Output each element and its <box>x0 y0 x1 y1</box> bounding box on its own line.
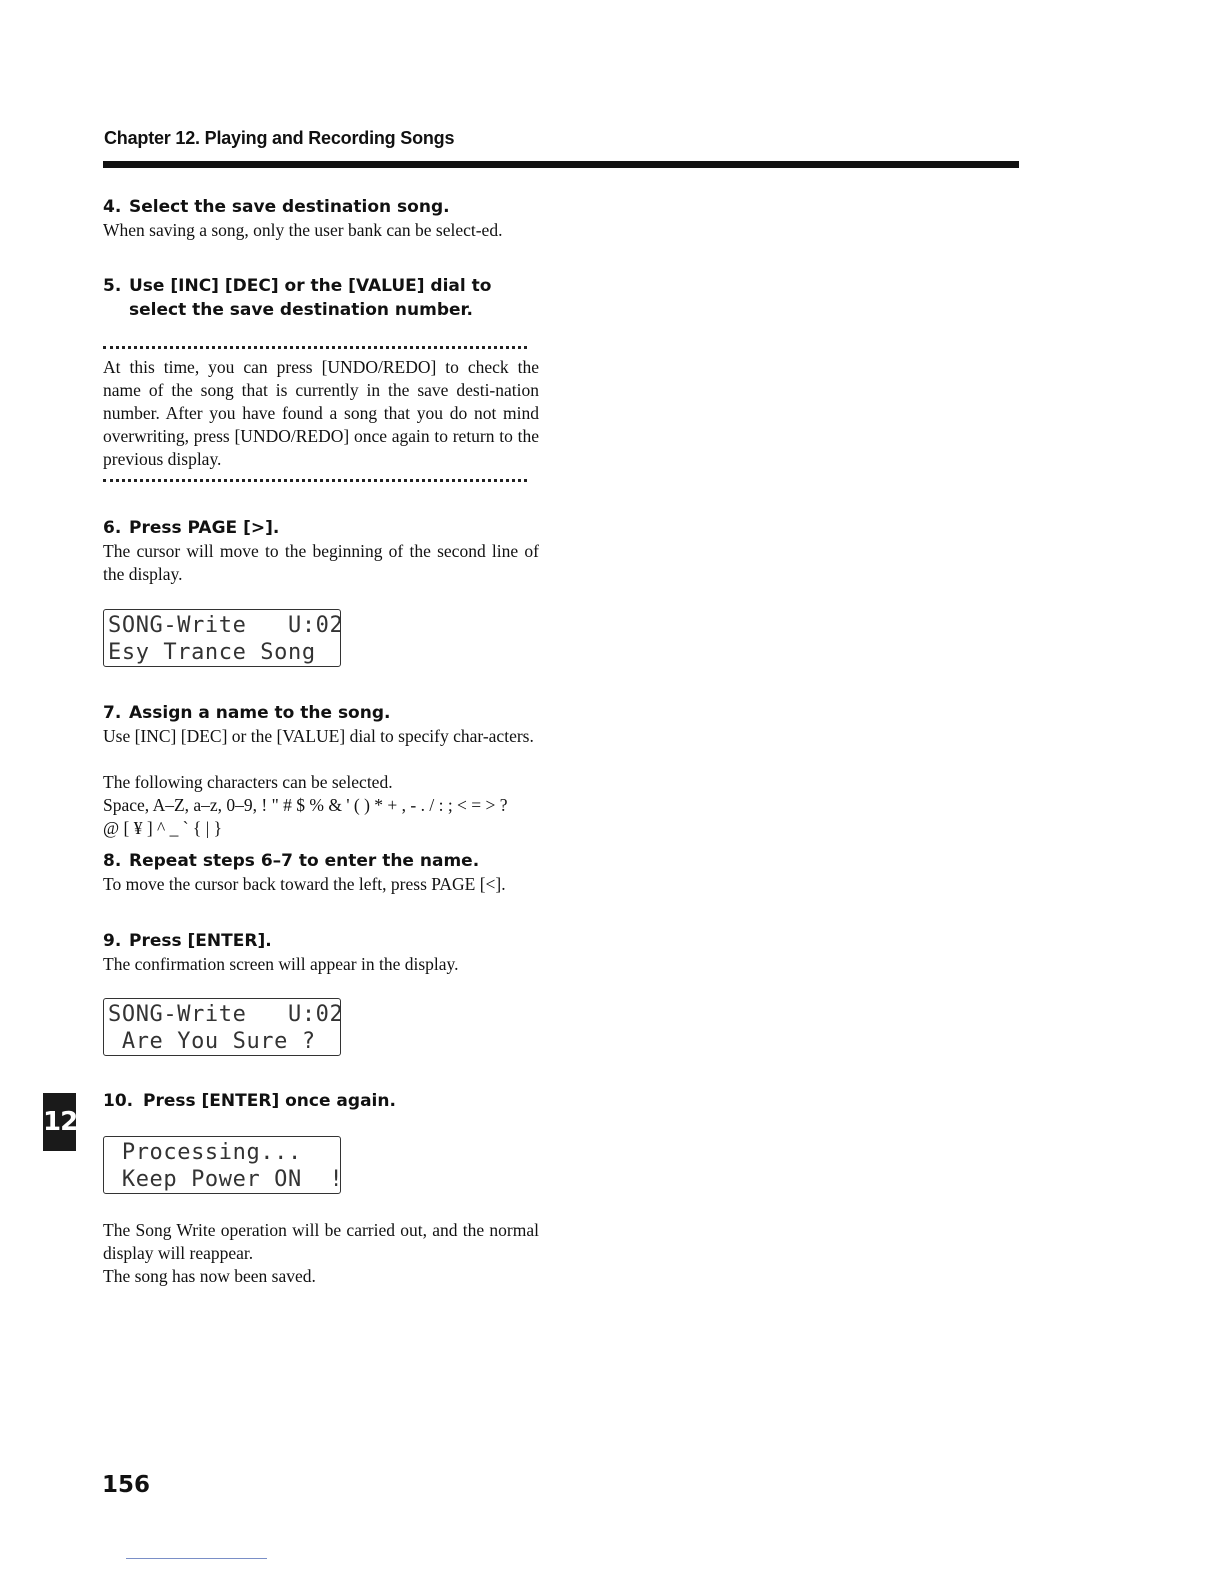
note-bottom-rule <box>103 479 527 482</box>
lcd-line-1: Processing... <box>108 1140 302 1165</box>
lcd-display-processing <box>103 1136 344 1194</box>
lcd-line-1: SONG-Write U:02 <box>108 1002 344 1027</box>
step-5-number: 5. <box>103 276 122 296</box>
final-body-1: The Song Write operation will be carried out, and the normal display will reappear. <box>103 1220 539 1263</box>
lcd-display-confirm <box>103 998 344 1056</box>
step-7-chars-line-2: @ [ ¥ ] ^ _ ` { | } <box>103 818 222 838</box>
step-6-title: Press PAGE [>]. <box>129 518 280 538</box>
step-4-title: Select the save destination song. <box>129 197 450 217</box>
step-6-heading <box>103 516 543 540</box>
lcd-line-2: Keep Power ON ! <box>108 1167 344 1192</box>
step-9-number: 9. <box>103 931 122 951</box>
step-10-title: Press [ENTER] once again. <box>143 1091 396 1111</box>
chapter-header: Chapter 12. Playing and Recording Songs <box>104 128 455 148</box>
step-10-number: 10. <box>103 1091 134 1111</box>
step-7-title: Assign a name to the song. <box>129 703 391 723</box>
step-7-chars-intro: The following characters can be selected. <box>103 772 393 792</box>
step-10-heading <box>103 1089 543 1113</box>
step-8-number: 8. <box>103 851 122 871</box>
step-7-chars-line-1: Space, A–Z, a–z, 0–9, ! " # $ % & ' ( ) * + , - . / : ; < = > ? <box>103 795 508 815</box>
step-8-body: To move the cursor back toward the left, press PAGE [<]. <box>103 874 506 894</box>
step-4-body: When saving a song, only the user bank can be select-ed. <box>103 220 503 240</box>
lcd-display-song-name <box>103 609 344 667</box>
note-top-rule <box>103 346 527 349</box>
step-7-heading <box>103 701 543 725</box>
step-5-title: Use [INC] [DEC] or the [VALUE] dial to select the save destination number. <box>129 276 492 320</box>
step-4-number: 4. <box>103 197 122 217</box>
page-number: 156 <box>102 1472 151 1498</box>
step-8-heading <box>103 849 543 873</box>
bottom-edge-line <box>126 1558 267 1559</box>
step-6-body: The cursor will move to the beginning of the second line of the display. <box>103 541 539 584</box>
note-text: At this time, you can press [UNDO/REDO] to check the name of the song that is currently in the save desti-nation number. After you have found a song that you do not mind overwriting, press [UNDO/REDO] once again to return to the previous display. <box>103 357 539 469</box>
step-9-body: The confirmation screen will appear in the display. <box>103 954 459 974</box>
step-9-heading <box>103 929 543 953</box>
lcd-line-2: Esy Trance Song <box>108 640 316 665</box>
header-rule <box>103 161 1019 168</box>
step-7-body: Use [INC] [DEC] or the [VALUE] dial to specify char-acters. <box>103 726 534 746</box>
step-7-number: 7. <box>103 703 122 723</box>
step-4-heading <box>103 195 543 219</box>
lcd-line-2: Are You Sure ? <box>108 1029 316 1054</box>
lcd-line-1: SONG-Write U:02 <box>108 613 344 638</box>
step-6-number: 6. <box>103 518 122 538</box>
final-body-2: The song has now been saved. <box>103 1266 316 1286</box>
chapter-tab: 12 <box>43 1093 76 1151</box>
step-9-title: Press [ENTER]. <box>129 931 272 951</box>
step-5-heading <box>103 274 543 322</box>
step-8-title: Repeat steps 6–7 to enter the name. <box>129 851 480 871</box>
